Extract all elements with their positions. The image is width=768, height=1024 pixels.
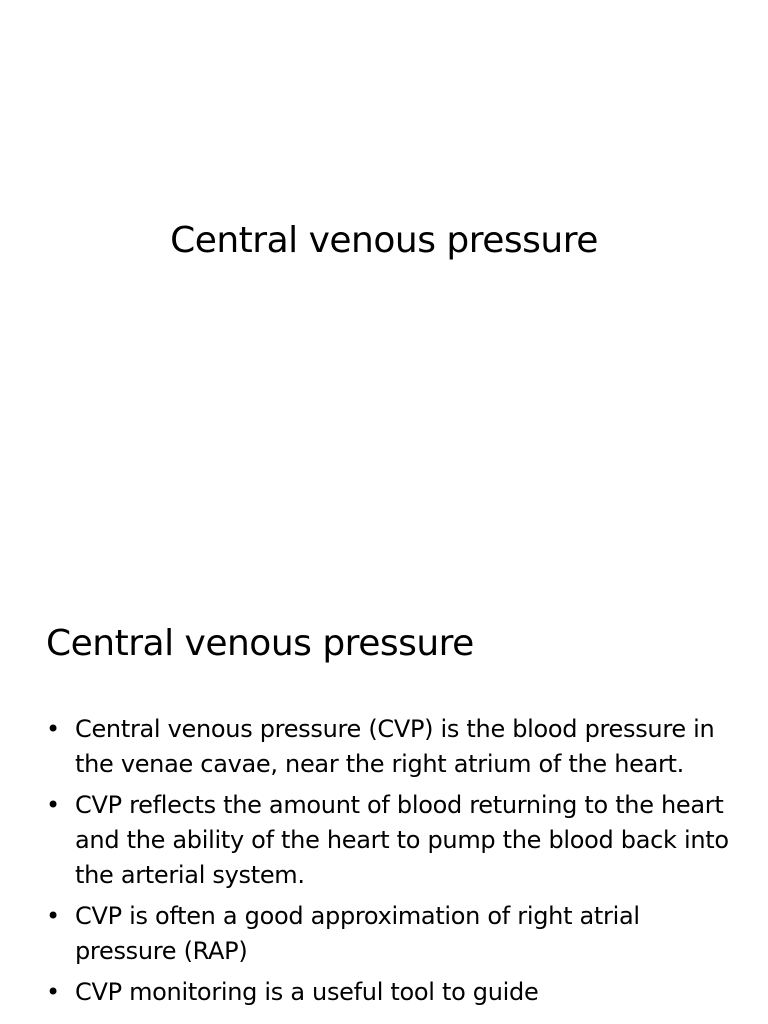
slide-heading: Central venous pressure: [46, 623, 474, 664]
bullet-text: CVP monitoring is a useful tool to guide: [75, 978, 539, 1006]
bullet-text: CVP is often a good approximation of right atrial pressure (RAP): [75, 902, 640, 965]
bullet-list: [46, 712, 736, 1016]
bullet-item: [46, 712, 736, 782]
slide-title: Central venous pressure: [170, 220, 598, 261]
content-slide: [0, 576, 768, 1024]
bullet-item: [46, 899, 736, 969]
bullet-dot-icon: •: [46, 791, 60, 819]
bullet-dot-icon: •: [46, 715, 60, 743]
bullet-text: CVP reflects the amount of blood returning to the heart and the ability of the heart to pump the blood back into the arterial system.: [75, 791, 729, 889]
bullet-item: [46, 788, 736, 893]
bullet-item: [46, 975, 736, 1010]
bullet-dot-icon: •: [46, 978, 60, 1006]
bullet-text: Central venous pressure (CVP) is the blood pressure in the venae cavae, near the right atrium of the heart.: [75, 715, 715, 778]
bullet-dot-icon: •: [46, 902, 60, 930]
